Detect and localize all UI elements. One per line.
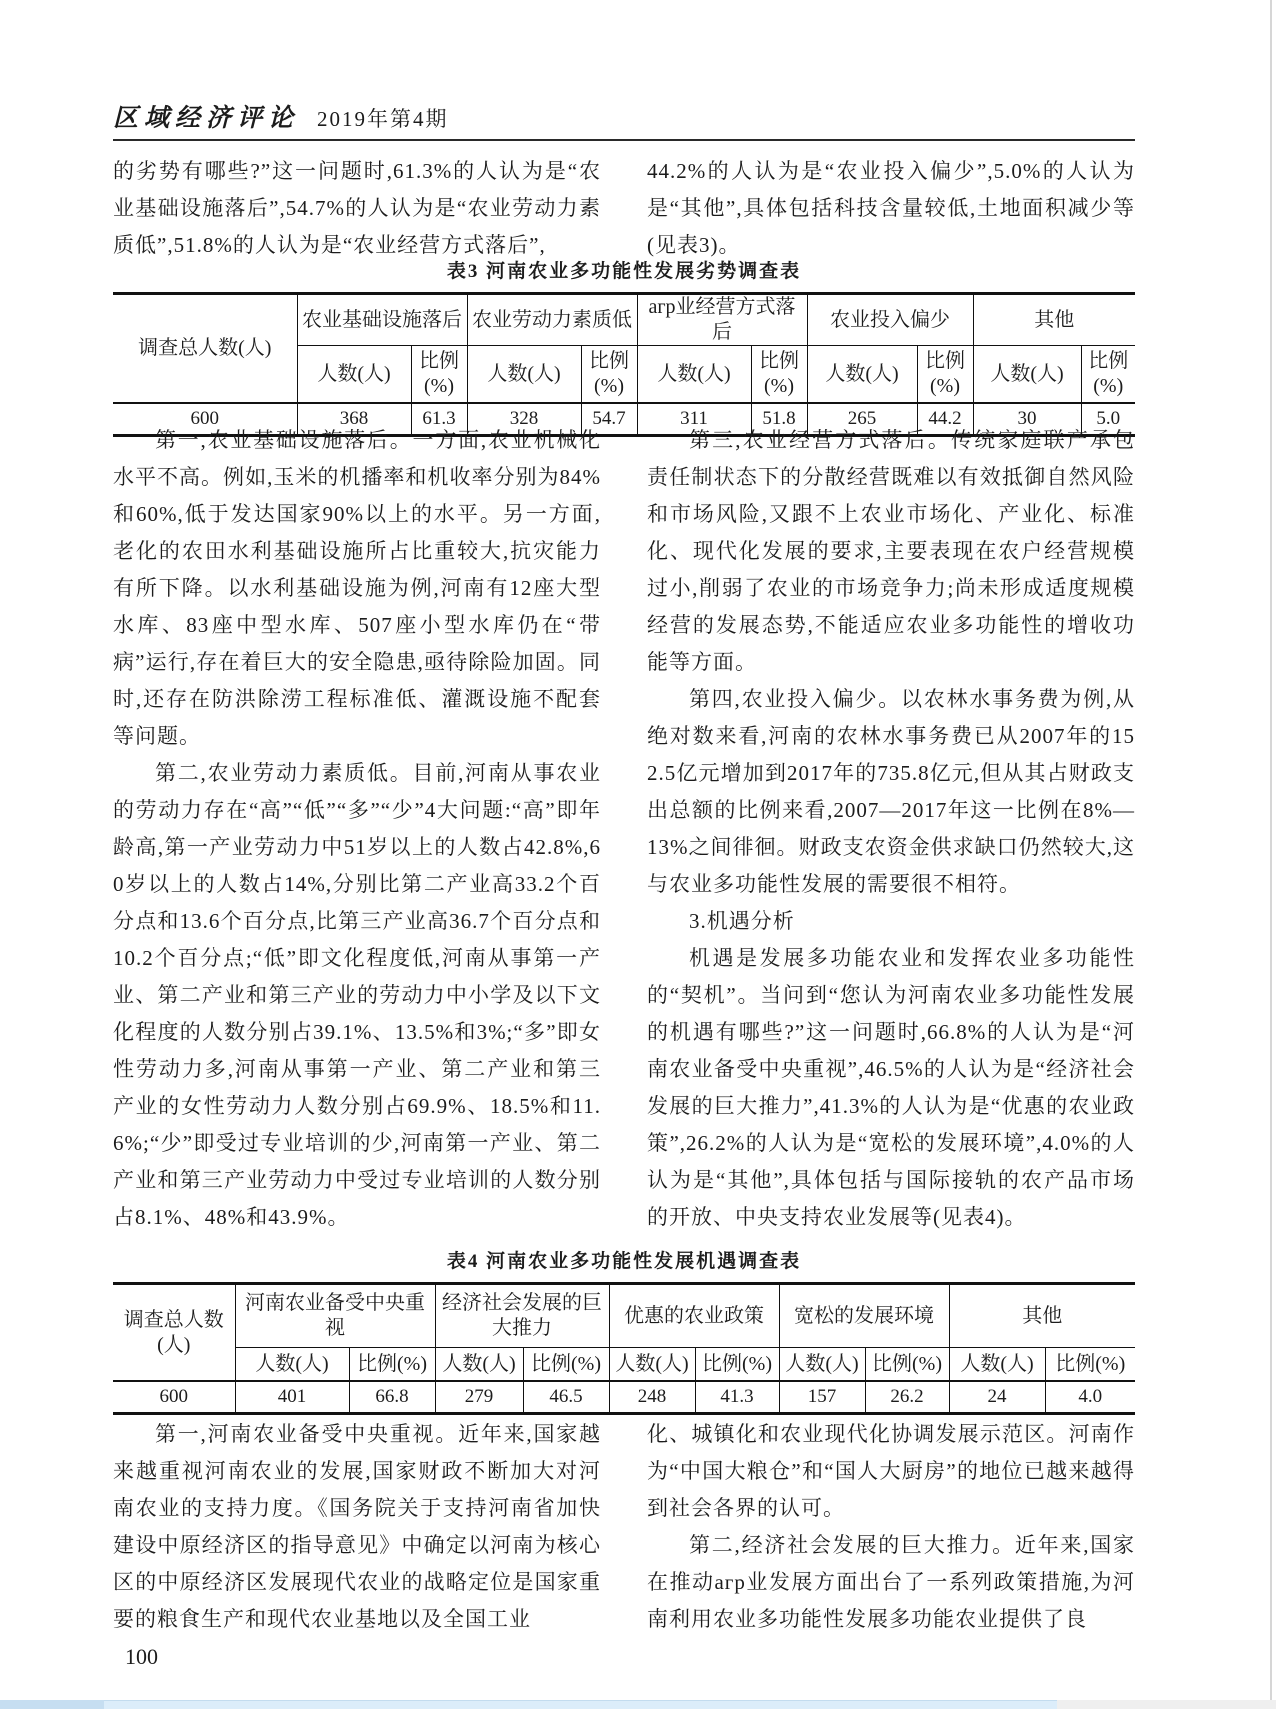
table3-subheader-ratio: 比例 (%)	[411, 346, 467, 404]
table4-subheader-ratio: 比例(%)	[695, 1348, 779, 1382]
table3-group-header: 农业基础设施落后	[297, 294, 467, 346]
right-column	[647, 153, 1135, 264]
paragraph: 第二,经济社会发展的巨大推力。近年来,国家在推动агр业发展方面出台了一系列政策措施,为河南利用农业多功能性发展多功能农业提供了良	[647, 1533, 1135, 1631]
table3-subheader-count: 人数(人)	[467, 346, 581, 404]
table3-subheader-ratio: 比例 (%)	[751, 346, 807, 404]
table3-cell: 5.0	[1081, 403, 1135, 436]
table3-subheader-count: 人数(人)	[807, 346, 917, 404]
table4-title: 表4 河南农业多功能性发展机遇调查表	[446, 1251, 802, 1272]
table3-cell: 61.3	[411, 403, 467, 436]
table3-subheader-count: 人数(人)	[973, 346, 1081, 404]
table4-subheader-ratio: 比例(%)	[1045, 1348, 1135, 1382]
table3-cell: 600	[113, 403, 297, 436]
table3-cell: 265	[807, 403, 917, 436]
left-column	[113, 1416, 601, 1638]
table4-group-header: 河南农业备受中央重视	[235, 1284, 435, 1348]
table3-subheader-count: 人数(人)	[637, 346, 751, 404]
paragraph: 化、城镇化和农业现代化协调发展示范区。河南作为“中国大粮仓”和“国人大厨房”的地位已越来越得到社会各界的认可。	[647, 1422, 1135, 1520]
paragraph: 44.2%的人认为是“农业投入偏少”,5.0%的人认为是“其他”,具体包括科技含量较低,土地面积减少等(见表3)。	[647, 159, 1135, 257]
table4-subheader-count: 人数(人)	[435, 1348, 523, 1382]
table4-cell: 600	[113, 1381, 235, 1414]
table3-subheader-count: 人数(人)	[297, 346, 411, 404]
paragraph: 的劣势有哪些?”这一问题时,61.3%的人认为是“农业基础设施落后”,54.7%的人认为是“农业劳动力素质低”,51.8%的人认为是“农业经营方式落后”,	[113, 159, 601, 257]
table3-title: 表3 河南农业多功能性发展劣势调查表	[446, 261, 802, 282]
table4-subheader-count: 人数(人)	[609, 1348, 695, 1382]
table3-cell: 368	[297, 403, 411, 436]
left-column	[113, 153, 601, 264]
page-number: 100	[125, 1644, 158, 1669]
table4-block	[113, 1246, 1135, 1415]
table3-cell: 54.7	[581, 403, 637, 436]
table4-cell: 279	[435, 1381, 523, 1414]
table4-group-header: 经济社会发展的巨大推力	[435, 1284, 609, 1348]
table4-subheader-ratio: 比例(%)	[349, 1348, 435, 1382]
table4-cell: 26.2	[865, 1381, 949, 1414]
scrollbar-thumb[interactable]	[0, 1700, 104, 1709]
section-heading: 3.机遇分析	[689, 909, 795, 933]
table4-cell: 41.3	[695, 1381, 779, 1414]
text-row-1	[113, 153, 1135, 264]
table4-cell: 24	[949, 1381, 1045, 1414]
table3-header-total: 调查总人数(人)	[113, 294, 297, 404]
table3-cell: 328	[467, 403, 581, 436]
table-row	[113, 1381, 1135, 1414]
paragraph: 第四,农业投入偏少。以农林水事务费为例,从绝对数来看,河南的农林水事务费已从2007年的152.5亿元增加到2017年的735.8亿元,但从其占财政支出总额的比例来看,2007—2017年这一比例在8%—13%之间徘徊。财政支农资金供求缺口仍然较大,这与农业多功能性发展的需要很不相符。	[647, 687, 1135, 896]
right-column	[647, 1416, 1135, 1638]
table3-group-header: 农业劳动力素质低	[467, 294, 637, 346]
table3-cell: 51.8	[751, 403, 807, 436]
table3-block	[113, 256, 1135, 437]
table4-cell: 157	[779, 1381, 865, 1414]
table4-cell: 4.0	[1045, 1381, 1135, 1414]
table3-subheader-ratio: 比例 (%)	[1081, 346, 1135, 404]
table3-subheader-ratio: 比例 (%)	[917, 346, 973, 404]
table3-subheader-ratio: 比例 (%)	[581, 346, 637, 404]
table4-subheader-count: 人数(人)	[779, 1348, 865, 1382]
table4-group-header: 宽松的发展环境	[779, 1284, 949, 1348]
journal-issue: 2019年第4期	[317, 107, 449, 131]
table4-cell: 401	[235, 1381, 349, 1414]
page-right-edge	[1270, 0, 1272, 1709]
table3	[113, 292, 1135, 437]
text-row-2	[113, 422, 1135, 1236]
paragraph: 第一,河南农业备受中央重视。近年来,国家越来越重视河南农业的发展,国家财政不断加大对河南农业的支持力度。《国务院关于支持河南省加快建设中原经济区的指导意见》中确定以河南为核心区的中原经济区发展现代农业的战略定位是国家重要的粮食生产和现代农业基地以及全国工业	[113, 1422, 601, 1631]
paragraph: 第一,农业基础设施落后。一方面,农业机械化水平不高。例如,玉米的机播率和机收率分别为84%和60%,低于发达国家90%以上的水平。另一方面,老化的农田水利基础设施所占比重较大,抗灾能力有所下降。以水利基础设施为例,河南有12座大型水库、83座中型水库、507座小型水库仍在“带病”运行,存在着巨大的安全隐患,亟待除险加固。同时,还存在防洪除涝工程标准低、灌溉设施不配套等问题。	[113, 428, 601, 748]
table4-subheader-ratio: 比例(%)	[865, 1348, 949, 1382]
paragraph: 第三,农业经营方式落后。传统家庭联产承包责任制状态下的分散经营既难以有效抵御自然风险和市场风险,又跟不上农业市场化、产业化、标准化、现代化发展的要求,主要表现在农户经营规模过小,削弱了农业的市场竞争力;尚未形成适度规模经营的发展态势,不能适应农业多功能性的增收功能等方面。	[647, 428, 1135, 674]
table4-group-header: 其他	[949, 1284, 1135, 1348]
table4-subheader-count: 人数(人)	[235, 1348, 349, 1382]
table4-group-header: 优惠的农业政策	[609, 1284, 779, 1348]
table4-cell: 66.8	[349, 1381, 435, 1414]
left-column	[113, 422, 601, 1236]
table3-cell: 311	[637, 403, 751, 436]
table4	[113, 1282, 1135, 1415]
table3-group-header: 农业投入偏少	[807, 294, 973, 346]
horizontal-scrollbar[interactable]	[0, 1700, 1276, 1709]
scrollbar-track[interactable]	[0, 1700, 1057, 1709]
text-row-3	[113, 1416, 1135, 1638]
header-divider	[113, 139, 1135, 141]
table3-group-header: 其他	[973, 294, 1135, 346]
table3-cell: 30	[973, 403, 1081, 436]
table3-group-header: агр业经营方式落后	[637, 294, 807, 346]
table4-header-total: 调查总人数 (人)	[113, 1284, 235, 1382]
journal-title: 区域经济评论	[113, 105, 300, 132]
table4-subheader-count: 人数(人)	[949, 1348, 1045, 1382]
right-column	[647, 422, 1135, 1236]
table3-cell: 44.2	[917, 403, 973, 436]
table4-subheader-ratio: 比例(%)	[523, 1348, 609, 1382]
table4-cell: 46.5	[523, 1381, 609, 1414]
paragraph: 机遇是发展多功能农业和发挥农业多功能性的“契机”。当问到“您认为河南农业多功能性发展的机遇有哪些?”这一问题时,66.8%的人认为是“河南农业备受中央重视”,46.5%的人认为是“经济社会发展的巨大推力”,41.3%的人认为是“优惠的农业政策”,26.2%的人认为是“宽松的发展环境”,4.0%的人认为是“其他”,具体包括与国际接轨的农产品市场的开放、中央支持农业发展等(见表4)。	[647, 946, 1135, 1229]
journal-header	[113, 98, 449, 134]
paragraph: 第二,农业劳动力素质低。目前,河南从事农业的劳动力存在“高”“低”“多”“少”4大问题:“高”即年龄高,第一产业劳动力中51岁以上的人数占42.8%,60岁以上的人数占14%,分别比第二产业高33.2个百分点和13.6个百分点,比第三产业高36.7个百分点和10.2个百分点;“低”即文化程度低,河南从事第一产业、第二产业和第三产业的劳动力中小学及以下文化程度的人数分别占39.1%、13.5%和3%;“多”即女性劳动力多,河南从事第一产业、第二产业和第三产业的女性劳动力人数分别占69.9%、18.5%和11.6%;“少”即受过专业培训的少,河南第一产业、第二产业和第三产业劳动力中受过专业培训的人数分别占8.1%、48%和43.9%。	[113, 761, 601, 1229]
table4-cell: 248	[609, 1381, 695, 1414]
